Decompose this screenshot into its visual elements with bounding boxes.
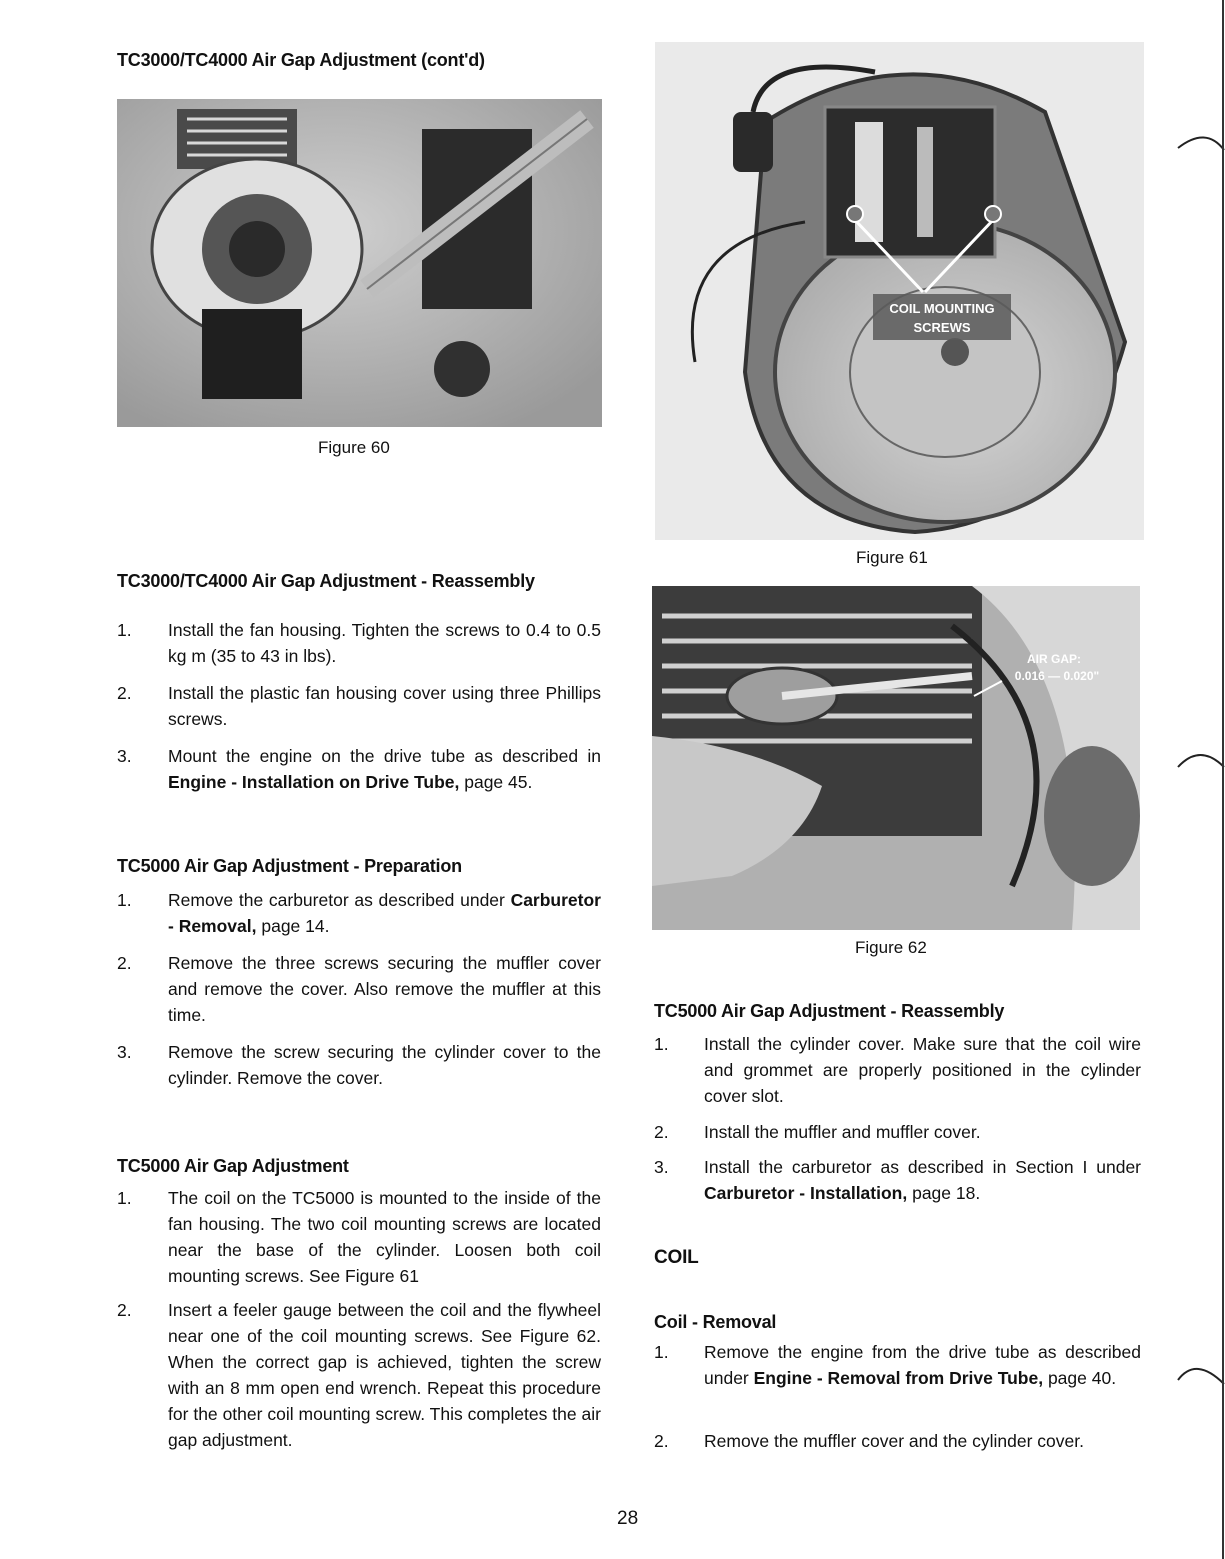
figure-61-photo [655, 42, 1144, 540]
step-number: 3. [117, 1042, 132, 1062]
heading-tc5000-preparation: TC5000 Air Gap Adjustment - Preparation [117, 856, 462, 876]
binder-hole-mark [1176, 745, 1225, 805]
figure-60-caption: Figure 60 [318, 438, 390, 457]
cross-reference: Engine - Removal from Drive Tube, [753, 1368, 1044, 1388]
step-number: 2. [117, 953, 132, 973]
step-text: Install the muffler and muffler cover. [704, 1122, 981, 1142]
step-text: Remove the screw securing the cylinder cover to the cylinder. Remove the cover. [168, 1042, 601, 1088]
step-text: Remove the muffler cover and the cylinder cover. [704, 1431, 1085, 1451]
heading-tc5000-reassembly: TC5000 Air Gap Adjustment - Reassembly [654, 1001, 1005, 1021]
step-number: 2. [117, 1300, 132, 1320]
heading-tc3000-cont: TC3000/TC4000 Air Gap Adjustment (cont'd) [117, 50, 485, 70]
figure-61-caption: Figure 61 [856, 548, 928, 567]
binder-hole-mark [1176, 130, 1225, 190]
step-number: 1. [654, 1034, 669, 1054]
step-text: Remove the three screws securing the muffler cover and remove the cover. Also remove the muffler at this time. [168, 953, 601, 1025]
step-number: 2. [117, 683, 132, 703]
step-number: 1. [117, 620, 132, 640]
step-text: Install the fan housing. Tighten the screws to 0.4 to 0.5 kg m (35 to 43 in lbs). [168, 620, 601, 666]
cross-reference: Carburetor - Removal, [168, 890, 601, 936]
step-text: Install the cylinder cover. Make sure that the coil wire and grommet are properly positioned in the cylinder cover slot. [704, 1034, 1141, 1106]
step-text: The coil on the TC5000 is mounted to the inside of the fan housing. The two coil mounting screws are located near the base of the cylinder. Loosen both coil mounting screws. See Figure 61 [168, 1188, 601, 1286]
step-number: 2. [654, 1431, 669, 1451]
figure-61-callout-2: SCREWS [913, 320, 971, 335]
step-text: Remove the engine from the drive tube as described under Engine - Removal from Drive Tube, page 40. [704, 1342, 1141, 1388]
heading-coil-removal: Coil - Removal [654, 1312, 777, 1332]
step-number: 1. [117, 1188, 132, 1208]
binder-hole-mark [1176, 1360, 1225, 1420]
step-text: Remove the carburetor as described under Carburetor - Removal, page 14. [168, 890, 601, 936]
page-number: 28 [617, 1508, 639, 1529]
figure-61-callout: COIL MOUNTING [889, 301, 995, 316]
step-text: Mount the engine on the drive tube as described in Engine - Installation on Drive Tube, page 45. [168, 746, 601, 792]
step-number: 3. [654, 1157, 669, 1177]
figure-62-photo [652, 586, 1140, 930]
cross-reference: Carburetor - Installation, [704, 1183, 908, 1203]
step-number: 1. [117, 890, 132, 910]
heading-tc3000-reassembly: TC3000/TC4000 Air Gap Adjustment - Reassembly [117, 571, 535, 591]
figure-62-callout: AIR GAP: [1027, 652, 1081, 666]
page-edge-line [1222, 0, 1224, 1559]
figure-62-callout-2: 0.016 — 0.020" [1014, 669, 1100, 683]
step-text: Insert a feeler gauge between the coil and the flywheel near one of the coil mounting screws. See Figure 62. When the correct gap is achieved, tighten the screw with an 8 mm open end wrench. Repeat this procedure for the other coil mounting screw. This completes the air gap adjustment. [168, 1300, 601, 1450]
figure-62-caption: Figure 62 [855, 938, 927, 957]
step-number: 1. [654, 1342, 669, 1362]
step-text: Install the carburetor as described in Section I under Carburetor - Installation, page 18. [704, 1157, 1141, 1203]
heading-tc5000-adjustment: TC5000 Air Gap Adjustment [117, 1156, 349, 1176]
figure-60-photo [117, 99, 602, 427]
step-number: 3. [117, 746, 132, 766]
section-title-coil: COIL [654, 1247, 699, 1268]
step-number: 2. [654, 1122, 669, 1142]
step-text: Install the plastic fan housing cover using three Phillips screws. [168, 683, 601, 729]
cross-reference: Engine - Installation on Drive Tube, [168, 772, 460, 792]
